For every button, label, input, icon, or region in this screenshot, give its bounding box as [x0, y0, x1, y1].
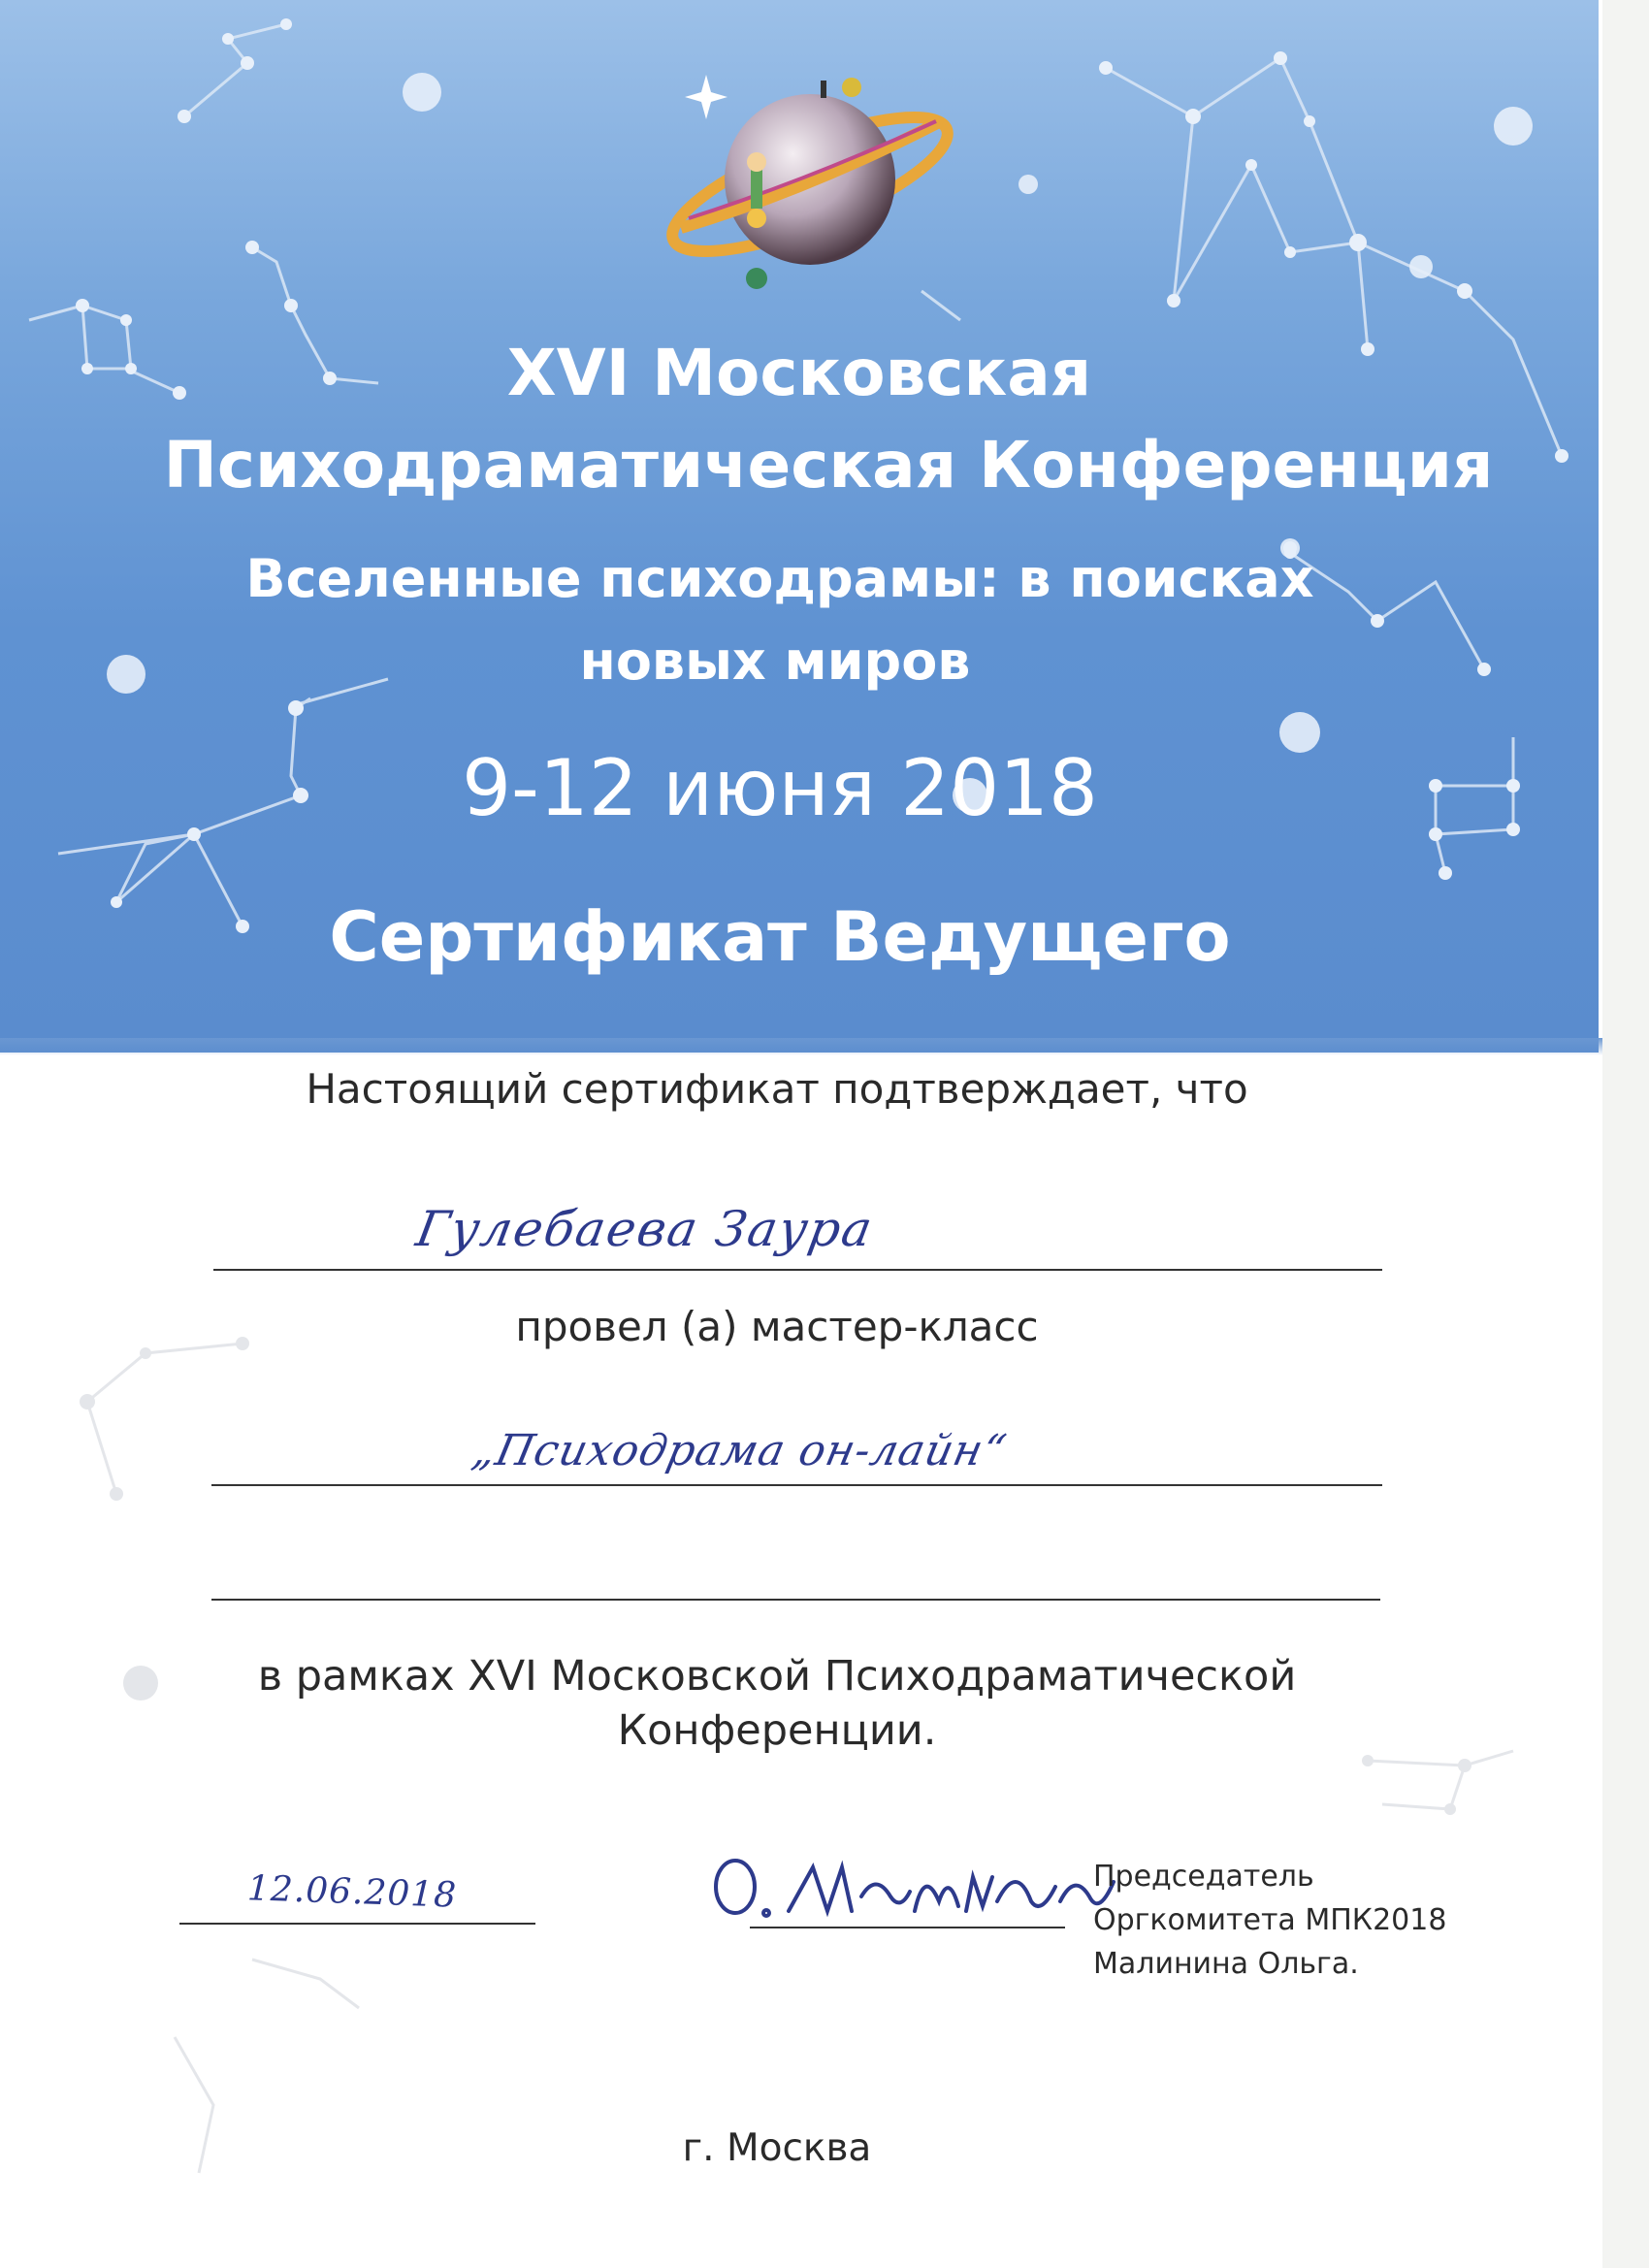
framework-text [0, 1649, 1578, 1758]
conference-title-line2: Психодраматическая Конференция [163, 428, 1494, 502]
handwritten-master-class-title: „Психодрама он-лайн“ [468, 1426, 1012, 1475]
name-underline [213, 1269, 1382, 1271]
master-class-text: провел (а) мастер-класс [515, 1303, 1039, 1350]
framework-line1: в рамках XVI Московской Психодраматической [257, 1652, 1297, 1701]
signer-name: Малинина Ольга. [1093, 1947, 1359, 1981]
conference-theme-line2: новых миров [579, 631, 971, 692]
certificate-type: Сертификат Ведущего [329, 897, 1231, 977]
signer-title: Председатель [1093, 1860, 1314, 1894]
signer-committee: Оргкомитета МПК2018 [1093, 1903, 1447, 1937]
signer-block [1093, 1855, 1446, 1986]
conference-dates: 9-12 июня 2018 [462, 743, 1098, 833]
handwritten-signature [706, 1843, 1133, 1930]
class-title-underline [211, 1484, 1382, 1486]
handwritten-date: 12.06.2018 [246, 1868, 458, 1916]
extra-underline [211, 1599, 1380, 1601]
date-underline [179, 1923, 535, 1925]
handwritten-recipient-name: Гулебаева Заура [411, 1201, 879, 1257]
city-label: г. Москва [682, 2126, 872, 2170]
framework-line2: Конференции. [617, 1706, 937, 1755]
conference-theme-line1: Вселенные психодрамы: в поисках [245, 548, 1314, 609]
signature-underline [750, 1927, 1065, 1928]
conference-title-line1: XVI Московская [506, 336, 1092, 410]
confirmation-text: Настоящий сертификат подтверждает, что [306, 1065, 1248, 1113]
